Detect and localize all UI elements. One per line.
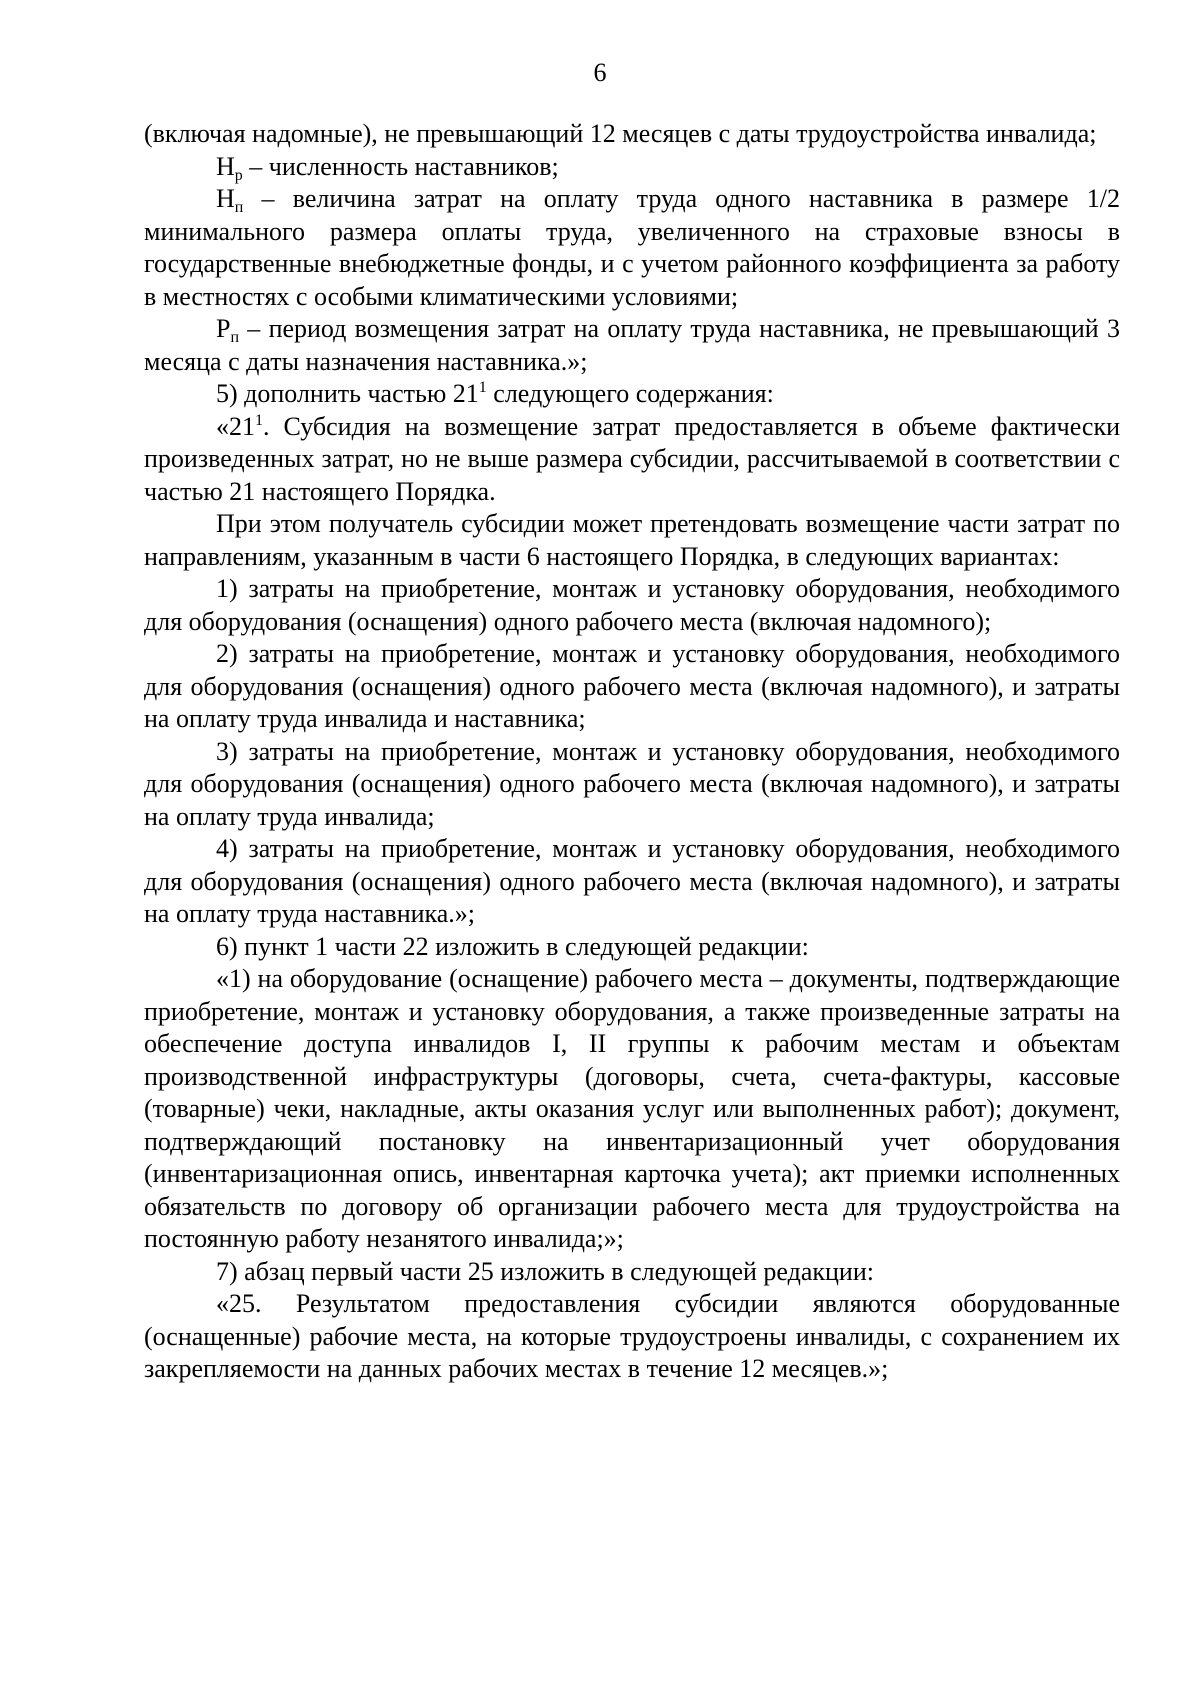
symbol-subscript: п — [230, 329, 240, 346]
definition-text: – период возмещения затрат на оплату труда наставника, не превышающий 3 месяца с даты назначения наставника.»; — [144, 314, 1120, 376]
symbol: Р — [216, 314, 231, 343]
symbol: Н — [216, 184, 235, 213]
page-number: 6 — [593, 58, 607, 87]
paragraph-variants-intro: При этом получатель субсидии может претендовать возмещение части затрат по направлениям, указанным в части 6 настоящего Порядка, в следующих вариантах: — [144, 509, 1120, 571]
superscript: 1 — [255, 411, 263, 429]
text: . Субсидия на возмещение затрат предоставляется в объеме фактически произведенных затрат, но не выше размера субсидии, рассчитываемой в соответствии с частью 21 настоящего Порядка. — [144, 411, 1120, 506]
paragraph-part-25: «25. Результатом предоставления субсидии являются оборудованные (оснащенные) рабочие места, на которые трудоустроены инвалиды, с сохранением их закрепляемости на данных рабочих местах в течение 12 месяцев.»; — [144, 1289, 1120, 1383]
text: следующего содержания: — [486, 379, 774, 408]
text: «21 — [216, 411, 255, 441]
paragraph-item-7: 7) абзац первый части 25 изложить в следующей редакции: — [216, 1256, 874, 1286]
text: 5) дополнить частью 21 — [216, 379, 479, 408]
definition-text: – численность наставников; — [242, 151, 559, 181]
symbol-subscript: р — [234, 166, 243, 184]
paragraph-part-21-1 — [144, 411, 1120, 509]
paragraph-variant-1: 1) затраты на приобретение, монтаж и установку оборудования, необходимого для оборудования (оснащения) одного рабочего места (включая надомного); — [144, 574, 1120, 636]
paragraph-variant-2: 2) затраты на приобретение, монтаж и установку оборудования, необходимого для оборудования (оснащения) одного рабочего места (включая надомного), и затраты на оплату труда инвалида и наставника; — [144, 639, 1120, 733]
symbol-subscript: п — [234, 199, 244, 216]
superscript: 1 — [478, 379, 487, 396]
symbol: Н — [216, 151, 235, 181]
paragraph-variant-4: 4) затраты на приобретение, монтаж и установку оборудования, необходимого для оборудования (оснащения) одного рабочего места (включая надомного), и затраты на оплату труда наставника.»; — [144, 834, 1120, 928]
paragraph-item-6: 6) пункт 1 части 22 изложить в следующей редакции: — [216, 931, 809, 961]
paragraph-item-5 — [144, 378, 1120, 411]
paragraph-point-1: «1) на оборудование (оснащение) рабочего места – документы, подтверждающие приобретение, монтаж и установку оборудования, а также произведенные затраты на обеспечение доступа инвалидов I, II группы к рабочим местам и объектам производственной инфраструктуры (договоры, счета, счета-фактуры, кассовые (товарные) чеки, накладные, акты оказания услуг или выполненных работ); документ, подтверждающий постановку на инвентаризационный учет оборудования (инвентаризационная опись, инвентарная карточка учета); акт приемки исполненных обязательств по договору об организации рабочего места для трудоустройства на постоянную работу незанятого инвалида;»; — [144, 964, 1120, 1253]
paragraph-continuation: (включая надомные), не превышающий 12 месяцев с даты трудоустройства инвалида; — [144, 119, 1097, 148]
definition-text: – величина затрат на оплату труда одного наставника в размере 1/2 минимального размера оплаты труда, увеличенного на страховые взносы в государственные внебюджетные фонды, и с учетом районного коэффициента за работу в местностях с особыми климатическими условиями; — [144, 184, 1120, 311]
paragraph-hp-definition — [144, 183, 1120, 313]
paragraph-rp-definition — [144, 313, 1120, 378]
paragraph-hr-definition — [144, 151, 1120, 184]
document-body — [144, 118, 1120, 1386]
paragraph-variant-3: 3) затраты на приобретение, монтаж и установку оборудования, необходимого для оборудования (оснащения) одного рабочего места (включая надомного), и затраты на оплату труда инвалида; — [144, 736, 1120, 831]
